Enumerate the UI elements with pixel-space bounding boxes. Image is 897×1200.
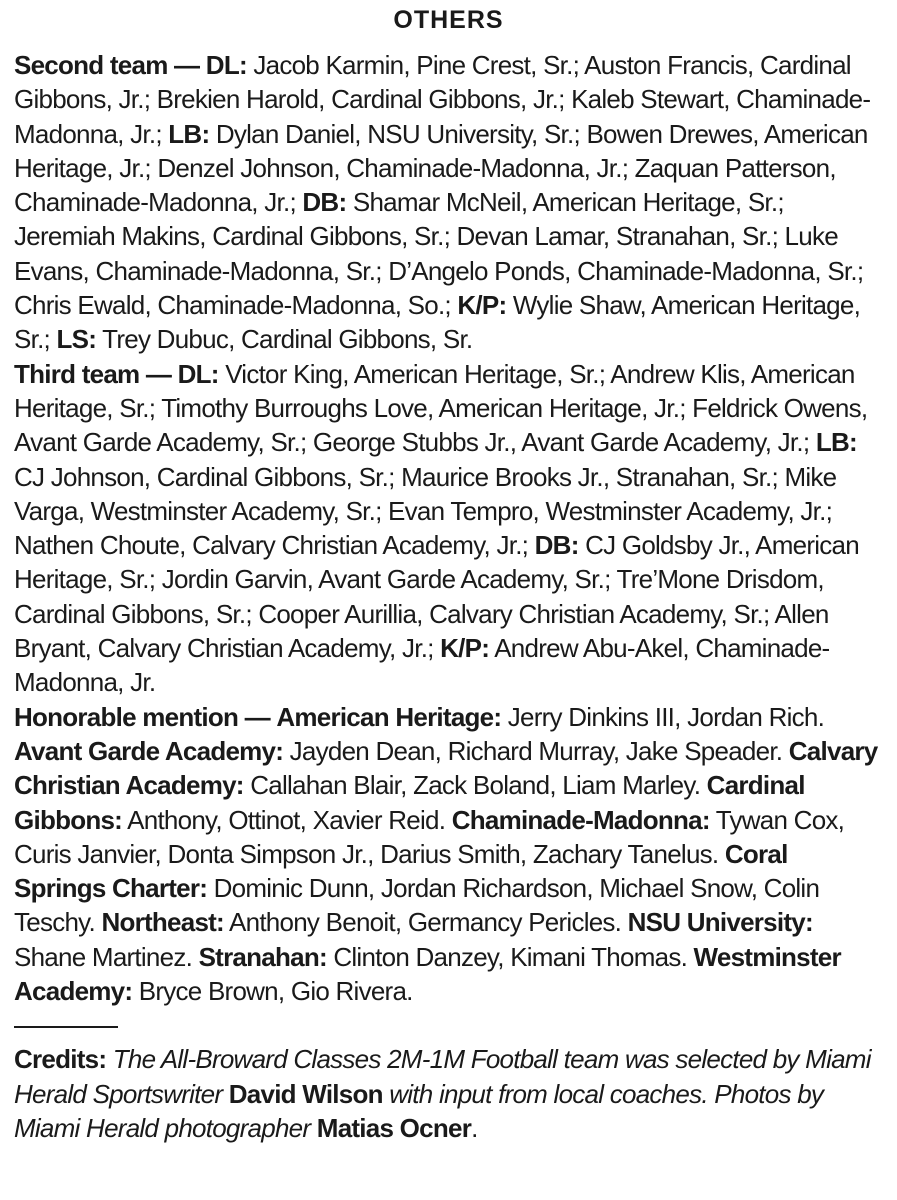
hm-school-players: Tywan Cox, Curis Janvier, Donta Simpson Jr., Darius Smith, Zachary Tanelus. [14, 804, 845, 869]
hm-school-players: Bryce Brown, Gio Rivera. [138, 976, 413, 1007]
honorable-mention-label: Honorable mention — [14, 701, 270, 732]
hm-school-name: American Heritage: [276, 701, 502, 732]
second-team-label: Second team — [14, 50, 200, 80]
second-team-ls-label: LS: [56, 324, 97, 355]
credits-photographer-name: Matias Ocner [316, 1112, 472, 1143]
second-team-db-label: DB: [302, 187, 347, 218]
third-team-dl-label: DL: [177, 358, 219, 389]
hm-school-players: Anthony Benoit, Germancy Pericles. [229, 907, 622, 938]
credits-end: . [471, 1112, 478, 1143]
hm-school-players: Clinton Danzey, Kimani Thomas. [333, 941, 688, 972]
second-team-kp-label: K/P: [457, 290, 507, 321]
hm-school-name: Stranahan: [198, 941, 327, 972]
third-team-paragraph [14, 357, 883, 700]
hm-school-players: Shane Martinez. [14, 941, 193, 972]
third-team-label: Third team — [14, 358, 172, 389]
second-team-lb-text: Dylan Daniel, NSU University, Sr.; Bowen Drewes, American Heritage, Jr.; Denzel Johnson, Chaminade-Madonna, Jr.; Zaquan Patterson, Chaminade-Madonna, Jr.; [14, 118, 868, 218]
second-team-dl-text: Jacob Karmin, Pine Crest, Sr.; Auston Francis, Cardinal Gibbons, Jr.; Brekien Harold, Cardinal Gibbons, Jr.; Kaleb Stewart, Chaminade-Madonna, Jr.; [14, 50, 871, 149]
honorable-mention-paragraph [14, 700, 883, 1009]
third-team-db-text: CJ Goldsby Jr., American Heritage, Sr.; Jordin Garvin, Avant Garde Academy, Sr.; Tre’Mone Drisdom, Cardinal Gibbons, Sr.; Cooper Aurillia, Calvary Christian Academy, Sr.; Allen Bryant, Calvary Christian Academy, Jr.; [14, 530, 859, 664]
third-team-kp-label: K/P: [440, 633, 490, 664]
third-team-lb-text: CJ Johnson, Cardinal Gibbons, Sr.; Maurice Brooks Jr., Stranahan, Sr.; Mike Varga, Westminster Academy, Sr.; Evan Tempro, Westminster Academy, Jr.; Nathen Choute, Calvary Christian Academy, Jr.; [14, 461, 837, 561]
hm-school-name: Westminster Academy: [14, 941, 841, 1007]
second-team-db-text: Shamar McNeil, American Heritage, Sr.; Jeremiah Makins, Cardinal Gibbons, Sr.; Devan Lamar, Stranahan, Sr.; Luke Evans, Chaminade-Madonna, Sr.; D’Angelo Ponds, Chaminade-Madonna, Sr.; Chris Ewald, Chaminade-Madonna, So.; [14, 187, 864, 321]
third-team-lb-label: LB: [815, 427, 857, 458]
second-team-kp-text: Wylie Shaw, American Heritage, Sr.; [14, 290, 861, 355]
hm-school-name: Calvary Christian Academy: [14, 735, 878, 801]
credits-label: Credits: [14, 1044, 107, 1075]
credits-text-1: The All-Broward Classes 2M-1M Football team was selected by Miami Herald Sportswriter [14, 1044, 871, 1109]
hm-school-name: Chaminade-Madonna: [451, 804, 710, 835]
hm-school-players: Jerry Dinkins III, Jordan Rich. [507, 701, 825, 732]
third-team-kp-text: Andrew Abu-Akel, Chaminade-Madonna, Jr. [14, 633, 830, 698]
second-team-lb-label: LB: [168, 118, 210, 149]
hm-school-players: Jayden Dean, Richard Murray, Jake Speader. [289, 735, 783, 766]
hm-school-name: Northeast: [101, 907, 224, 938]
second-team-dl-label: DL: [205, 50, 247, 80]
page-title: OTHERS [393, 6, 504, 34]
hm-school-name: NSU University: [627, 907, 813, 938]
hm-school-name: Coral Springs Charter: [14, 838, 788, 904]
hm-school-name: Cardinal Gibbons: [14, 770, 805, 835]
credits-paragraph [14, 1042, 883, 1145]
hm-school-name: Avant Garde Academy: [14, 735, 284, 766]
team-listing [14, 48, 883, 1008]
section-divider [14, 1026, 118, 1028]
hm-school-players: Dominic Dunn, Jordan Richardson, Michael Snow, Colin Teschy. [14, 873, 820, 938]
second-team-ls-text: Trey Dubuc, Cardinal Gibbons, Sr. [102, 324, 473, 355]
credits-sportswriter-name: David Wilson [228, 1078, 383, 1109]
hm-school-players: Anthony, Ottinot, Xavier Reid. [127, 804, 446, 835]
second-team-paragraph [14, 48, 883, 357]
credits-text-2: with input from local coaches. Photos by Miami Herald photographer [14, 1078, 824, 1143]
third-team-dl-text: Victor King, American Heritage, Sr.; Andrew Klis, American Heritage, Sr.; Timothy Burroughs Love, American Heritage, Jr.; Feldrick Owens, Avant Garde Academy, Sr.; George Stubbs Jr., Avant Garde Academy, Jr.; [14, 358, 868, 458]
third-team-db-label: DB: [534, 530, 579, 561]
hm-school-players: Callahan Blair, Zack Boland, Liam Marley. [250, 770, 701, 801]
